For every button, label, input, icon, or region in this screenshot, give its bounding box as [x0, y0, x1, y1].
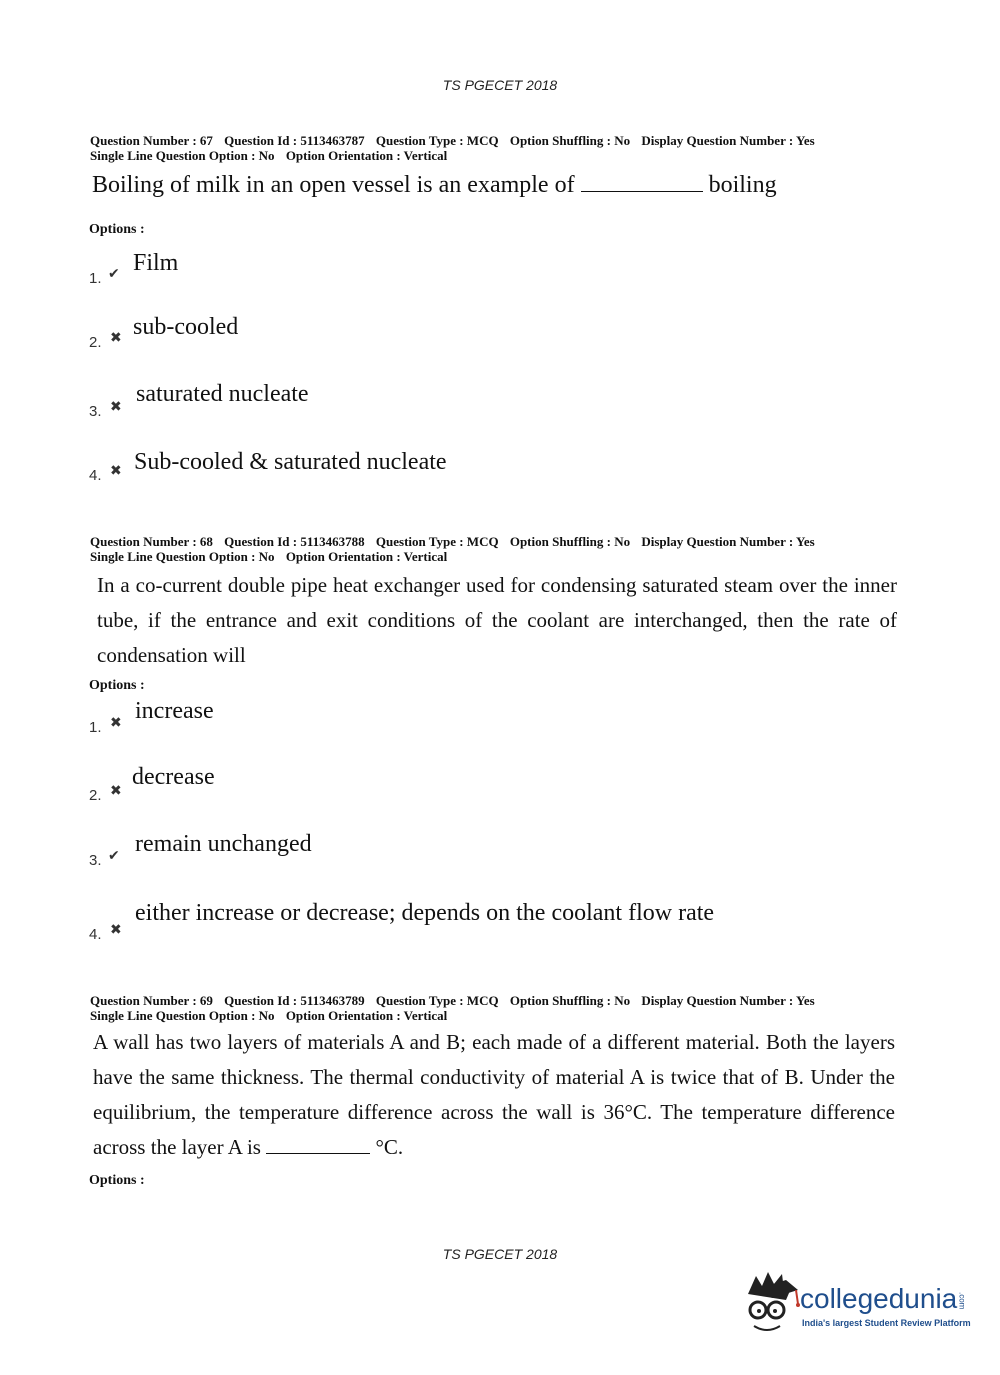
- answer-blank: [266, 1152, 370, 1154]
- meta-question-type: Question Type : MCQ: [375, 133, 499, 148]
- option-number: 2.: [89, 334, 102, 351]
- meta-question-number: Question Number : 69: [90, 993, 213, 1008]
- option-number: 3.: [89, 852, 102, 869]
- question-text-before: A wall has two layers of materials A and B; each made of a different material. Both the layers have the same thickness. The thermal conductivity of material A is twice that of B. Under the equilibrium, the temperature difference across the wall is 36°C. The temperature difference across the layer A is: [93, 1030, 895, 1159]
- option-number: 4.: [89, 926, 102, 943]
- meta-single-line: Single Line Question Option : No: [90, 148, 275, 163]
- meta-question-type: Question Type : MCQ: [375, 534, 499, 549]
- wrong-cross-icon: ✖: [110, 783, 122, 799]
- options-label: Options :: [89, 222, 145, 237]
- question-meta: [90, 534, 970, 564]
- correct-check-icon: ✔: [108, 266, 120, 282]
- page-footer: TS PGECET 2018: [442, 1246, 558, 1262]
- options-label: Options :: [89, 678, 145, 693]
- question-text: In a co-current double pipe heat exchanger used for condensing saturated steam over the inner tube, if the entrance and exit conditions of the coolant are interchanged, then the rate of condensation will: [97, 573, 897, 667]
- wrong-cross-icon: ✖: [110, 715, 122, 731]
- meta-line-2: [90, 549, 970, 564]
- question-text: [92, 172, 777, 199]
- meta-display-number: Display Question Number : Yes: [641, 133, 815, 148]
- meta-display-number: Display Question Number : Yes: [641, 993, 815, 1008]
- meta-display-number: Display Question Number : Yes: [641, 534, 815, 549]
- logo-wordmark: [800, 1283, 966, 1315]
- meta-question-type: Question Type : MCQ: [375, 993, 499, 1008]
- meta-single-line: Single Line Question Option : No: [90, 1008, 275, 1023]
- meta-line-2: [90, 1008, 970, 1023]
- meta-line-1: [90, 534, 970, 549]
- meta-orientation: Option Orientation : Vertical: [285, 148, 448, 163]
- logo-tagline: India's largest Student Review Platform: [802, 1318, 971, 1328]
- option-text: Film: [133, 250, 179, 276]
- option-number: 1.: [89, 270, 102, 287]
- meta-option-shuffling: Option Shuffling : No: [509, 133, 631, 148]
- logo-suffix: .com: [957, 1291, 967, 1310]
- question-text-after: boiling: [708, 172, 777, 198]
- question-text: [93, 1025, 895, 1165]
- option-text: either increase or decrease; depends on the coolant flow rate: [135, 900, 715, 926]
- question-text-after: °C.: [375, 1135, 404, 1159]
- question-meta: [90, 133, 970, 163]
- meta-orientation: Option Orientation : Vertical: [285, 549, 448, 564]
- meta-orientation: Option Orientation : Vertical: [285, 1008, 448, 1023]
- meta-line-2: [90, 148, 970, 163]
- option-text: decrease: [132, 764, 215, 790]
- wrong-cross-icon: ✖: [110, 463, 122, 479]
- option-text: sub-cooled: [133, 314, 239, 340]
- option-text: increase: [135, 698, 214, 724]
- option-number: 3.: [89, 403, 102, 420]
- meta-option-shuffling: Option Shuffling : No: [509, 534, 631, 549]
- question-text-before: Boiling of milk in an open vessel is an example of: [92, 172, 575, 198]
- meta-line-1: [90, 993, 970, 1008]
- question-meta: [90, 993, 970, 1023]
- option-text: Sub-cooled & saturated nucleate: [134, 449, 447, 475]
- meta-question-id: Question Id : 5113463788: [224, 534, 365, 549]
- option-text: remain unchanged: [135, 831, 312, 857]
- option-number: 4.: [89, 467, 102, 484]
- meta-question-number: Question Number : 67: [90, 133, 213, 148]
- meta-option-shuffling: Option Shuffling : No: [509, 993, 631, 1008]
- meta-line-1: [90, 133, 970, 148]
- correct-check-icon: ✔: [108, 848, 120, 864]
- meta-question-number: Question Number : 68: [90, 534, 213, 549]
- logo-name: collegedunia: [800, 1283, 958, 1314]
- answer-blank: [581, 190, 703, 192]
- options-label: Options :: [89, 1173, 145, 1188]
- meta-single-line: Single Line Question Option : No: [90, 549, 275, 564]
- meta-question-id: Question Id : 5113463789: [224, 993, 365, 1008]
- collegedunia-mascot-icon: [740, 1268, 802, 1338]
- wrong-cross-icon: ✖: [110, 399, 122, 415]
- page-header: TS PGECET 2018: [442, 77, 558, 93]
- wrong-cross-icon: ✖: [110, 922, 122, 938]
- wrong-cross-icon: ✖: [110, 330, 122, 346]
- option-number: 2.: [89, 787, 102, 804]
- meta-question-id: Question Id : 5113463787: [224, 133, 365, 148]
- option-text: saturated nucleate: [136, 381, 309, 407]
- option-number: 1.: [89, 719, 102, 736]
